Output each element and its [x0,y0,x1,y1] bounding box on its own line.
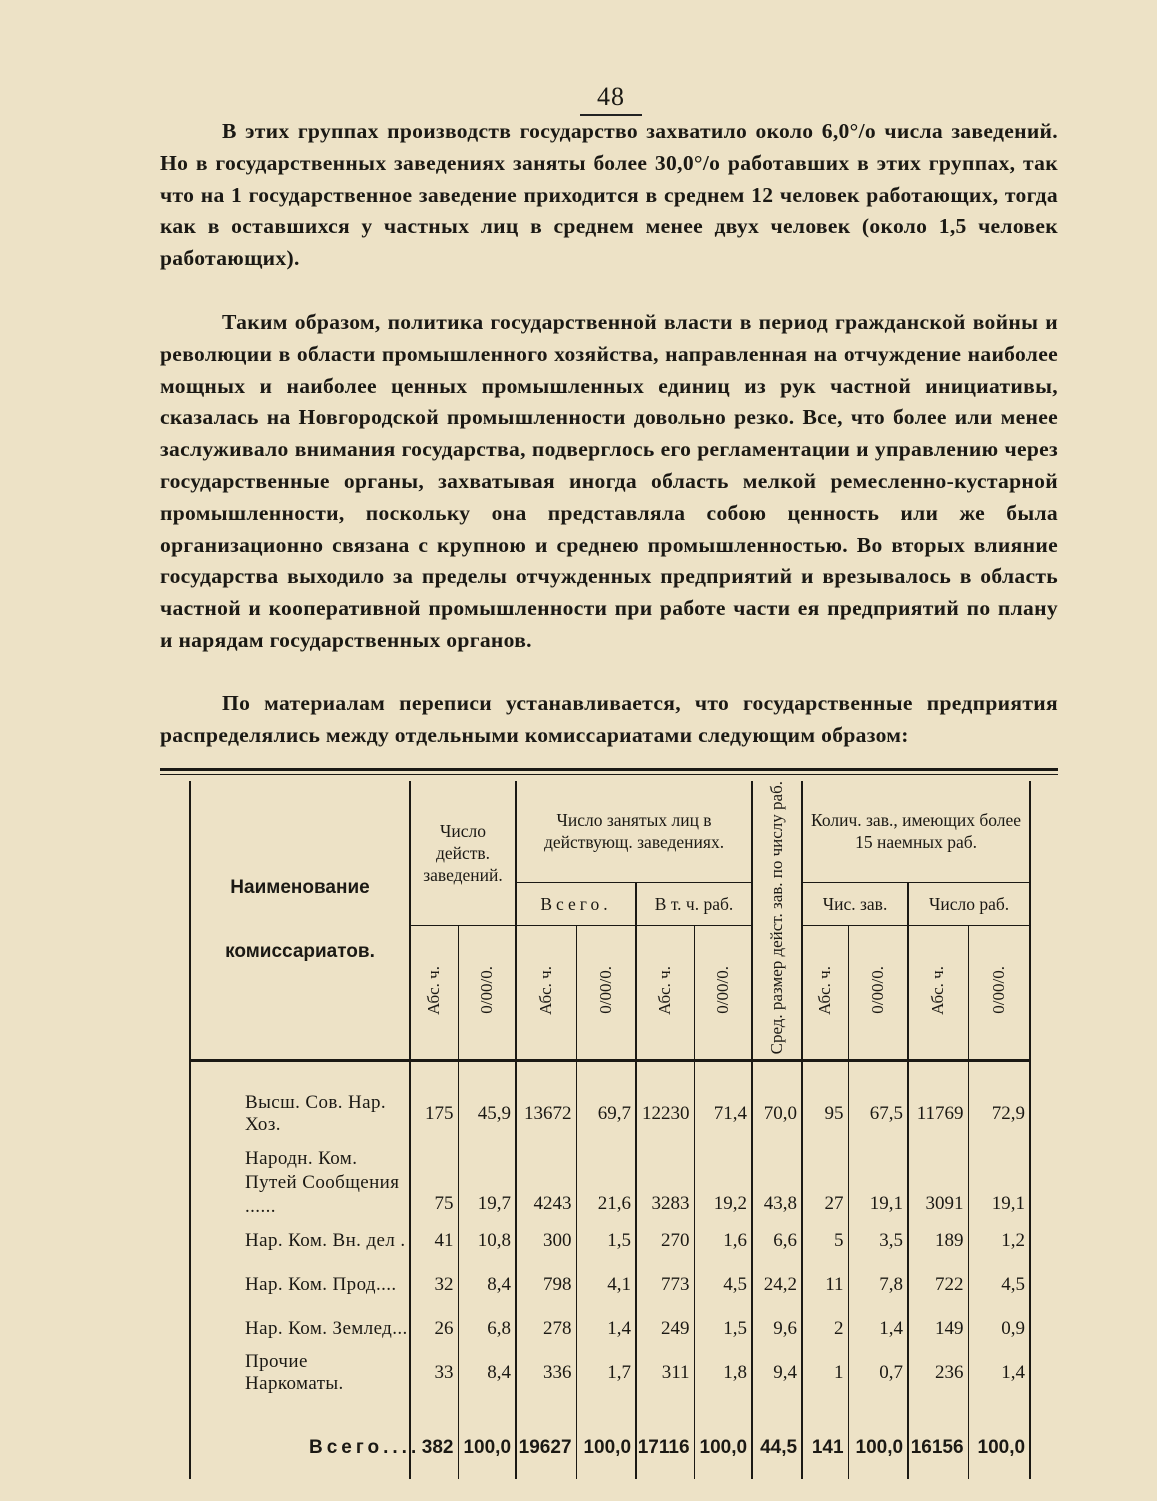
cell-c9: 100,0 [848,1417,908,1479]
cell-c6: 19,2 [694,1147,752,1219]
cell-c8: 141 [802,1417,848,1479]
cell-c7: 9,6 [752,1307,802,1351]
cell-c10: 3091 [908,1147,968,1219]
header-row-1 [160,781,1030,882]
cell-c6: 1,8 [694,1351,752,1395]
cell-c9: 19,1 [848,1147,908,1219]
header-pct: 0/00/0. [458,926,516,1061]
stub-margin [160,781,190,1061]
header-pct: 0/00/0. [576,926,636,1061]
cell-c1: 33 [410,1351,458,1395]
cell-c10: 722 [908,1263,968,1307]
header-pct: 0/00/0. [694,926,752,1061]
cell-c5: 17116 [636,1417,694,1479]
cell-c3: 278 [516,1307,576,1351]
cell-c6: 100,0 [694,1417,752,1479]
cell-c6: 1,6 [694,1219,752,1263]
cell-c4: 100,0 [576,1417,636,1479]
cell-c3: 4243 [516,1147,576,1219]
header-over-15: Колич. зав., имеющих более 15 наемных раб. [802,781,1030,882]
cell-c8: 1 [802,1351,848,1395]
table-top-rule [160,768,1058,771]
cell-c10: 11769 [908,1081,968,1147]
cell-c11: 0,9 [968,1307,1030,1351]
cell-c3: 798 [516,1263,576,1307]
cell-c7: 43,8 [752,1147,802,1219]
commissariat-name: Нар. Ком. Прод.... [245,1273,397,1295]
paragraph-2: Таким образом, политика государственной власти в период гражданской войны и революции в области промышленного хозяйства, направленная на отчуждение наиболее мощных и наиболее ценных промышленных единиц из рук частной инициативы, сказалась на Новгородской промышленности довольно резко. Все, что более или менее заслуживало внимания государства, подверглось его регламентации и управлению через государственные органы, захватывая иногда область мелкой ремесленно-кустарной промышленности, поскольку она представляла собою ценность или же была организационно связана с крупною и среднею промышленностью. Во вторых влияние государства выходило за пределы отчужденных предприятий и врезывалось в область частной и кооперативной промышленности при работе части ея предприятий по плану и нарядам государственных органов. [160,310,1058,652]
cell-c6: 4,5 [694,1263,752,1307]
cell-c1: 382 [410,1417,458,1479]
cell-c5: 249 [636,1307,694,1351]
commissariat-name: Прочие Наркоматы. [245,1350,344,1394]
cell-c9: 67,5 [848,1081,908,1147]
paragraph-1: В этих группах производств государство захватило около 6,0°/о числа заведений. Но в государственных заведениях заняты более 30,0°/о работавших в этих группах, так что на 1 государственное заведение приходится в среднем 12 человек работающих, тогда как в оставшихся у частных лиц в среднем менее двух человек (около 1,5 человек работающих). [160,119,1058,271]
cell-c10: 189 [908,1219,968,1263]
cell-c1: 41 [410,1219,458,1263]
cell-c3: 13672 [516,1081,576,1147]
cell-c3: 300 [516,1219,576,1263]
spacer-row [160,1395,1030,1417]
cell-c4: 1,5 [576,1219,636,1263]
cell-c4: 4,1 [576,1263,636,1307]
header-pct: 0/00/0. [848,926,908,1061]
cell-c8: 27 [802,1147,848,1219]
commissariat-name: Народн. Ком. Путей Сообщения ...... [245,1147,400,1217]
cell-c7: 70,0 [752,1081,802,1147]
header-establishments: Число действ. заведений. [410,781,516,926]
cell-c8: 11 [802,1263,848,1307]
header-count-workers: Число раб. [908,882,1030,925]
cell-c1: 32 [410,1263,458,1307]
header-abs: Абс. ч. [516,926,576,1061]
stub-header-line-1: Наименование [230,877,370,899]
cell-c3: 336 [516,1351,576,1395]
cell-c11: 19,1 [968,1147,1030,1219]
cell-c9: 0,7 [848,1351,908,1395]
cell-c11: 1,2 [968,1219,1030,1263]
cell-c5: 311 [636,1351,694,1395]
header-avg-size [752,781,802,1061]
cell-c1: 175 [410,1081,458,1147]
cell-c7: 9,4 [752,1351,802,1395]
cell-c10: 16156 [908,1417,968,1479]
paragraph-3: По материалам переписи устанавливается, что государственные предприятия распределялись между отдельными комиссариатами следующим образом: [160,691,1058,747]
header-avg-size-text: Сред. размер дейст. зав. по числу раб. [767,781,787,1055]
cell-c2: 8,4 [458,1263,516,1307]
cell-c8: 5 [802,1219,848,1263]
header-pct: 0/00/0. [968,926,1030,1061]
cell-c6: 1,5 [694,1307,752,1351]
cell-c6: 71,4 [694,1081,752,1147]
header-total-persons: Всего. [516,882,636,925]
header-workers: В т. ч. раб. [636,882,752,925]
cell-c8: 95 [802,1081,848,1147]
table-row [160,1307,1030,1351]
commissariat-name: Всего.... [309,1436,421,1458]
commissariat-name: Высш. Сов. Нар. Хоз. [245,1091,387,1135]
cell-c5: 773 [636,1263,694,1307]
cell-c7: 24,2 [752,1263,802,1307]
cell-c5: 270 [636,1219,694,1263]
header-abs: Абс. ч. [636,926,694,1061]
cell-c11: 4,5 [968,1263,1030,1307]
stub-header-line-2: комиссариатов. [225,941,375,963]
header-abs: Абс. ч. [908,926,968,1061]
cell-c5: 12230 [636,1081,694,1147]
table-row [160,1263,1030,1307]
cell-c10: 149 [908,1307,968,1351]
cell-c11: 1,4 [968,1351,1030,1395]
cell-c4: 1,4 [576,1307,636,1351]
cell-c9: 7,8 [848,1263,908,1307]
stub-header [190,781,410,1061]
table-total-row [160,1417,1030,1479]
cell-c11: 72,9 [968,1081,1030,1147]
table-row [160,1219,1030,1263]
cell-c2: 8,4 [458,1351,516,1395]
header-persons: Число занятых лиц в действующ. заведениях. [516,781,752,882]
cell-c4: 21,6 [576,1147,636,1219]
table-top-rule-thin [160,774,1058,775]
table-row [160,1351,1030,1395]
commissariat-name: Нар. Ком. Вн. дел . [245,1229,406,1251]
cell-c11: 100,0 [968,1417,1030,1479]
table-row [160,1147,1030,1219]
commissariat-table [160,781,1031,1479]
header-abs: Абс. ч. [410,926,458,1061]
cell-c1: 75 [410,1147,458,1219]
cell-c8: 2 [802,1307,848,1351]
cell-c2: 10,8 [458,1219,516,1263]
cell-c2: 100,0 [458,1417,516,1479]
cell-c10: 236 [908,1351,968,1395]
cell-c7: 44,5 [752,1417,802,1479]
spacer-row [160,1061,1030,1081]
page-number: 48 [580,82,642,116]
cell-c9: 1,4 [848,1307,908,1351]
table-row [160,1081,1030,1147]
header-count-est: Чис. зав. [802,882,908,925]
cell-c9: 3,5 [848,1219,908,1263]
table-body [160,1081,1030,1479]
header-abs: Абс. ч. [802,926,848,1061]
cell-c1: 26 [410,1307,458,1351]
cell-c2: 19,7 [458,1147,516,1219]
cell-c3: 19627 [516,1417,576,1479]
cell-c5: 3283 [636,1147,694,1219]
cell-c7: 6,6 [752,1219,802,1263]
cell-c4: 69,7 [576,1081,636,1147]
cell-c2: 6,8 [458,1307,516,1351]
commissariat-name: Нар. Ком. Землед... [245,1317,408,1339]
cell-c4: 1,7 [576,1351,636,1395]
cell-c2: 45,9 [458,1081,516,1147]
